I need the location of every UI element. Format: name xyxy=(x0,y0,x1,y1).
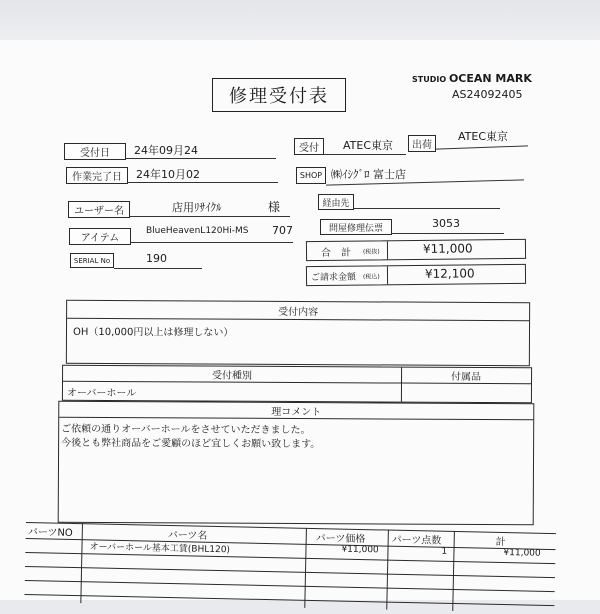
background-surface xyxy=(0,0,600,45)
comment-line-2: 今後とも弊社商品をご愛顧のほど宜しくお願い致します。 xyxy=(61,437,321,451)
reception-value: ATEC東京 xyxy=(343,139,394,152)
user-name-suffix: 様 xyxy=(268,200,281,214)
table-line xyxy=(24,594,554,606)
table-line xyxy=(386,530,389,610)
received-date-label: 受付日 xyxy=(64,143,126,160)
comment-line-1: ご依頼の通りオーバーホールをさせていただきました。 xyxy=(61,423,311,437)
serial-value: 190 xyxy=(146,252,167,265)
completion-date-label: 作業完了日 xyxy=(66,167,128,184)
table-line xyxy=(25,580,555,592)
underline xyxy=(354,208,500,209)
type-value: オーバーホール xyxy=(66,387,137,400)
comment-heading: 理コメント xyxy=(59,402,533,420)
billing-value: ¥12,100 xyxy=(424,266,475,281)
shipping-label: 出荷 xyxy=(408,135,436,152)
brand-small: STUDIO xyxy=(412,75,447,84)
underline xyxy=(130,216,290,217)
billing-box xyxy=(306,264,526,286)
shop-label: SHOP xyxy=(296,167,326,184)
parts-header-no: パーツNO xyxy=(27,527,73,539)
table-line xyxy=(25,552,555,564)
type-heading: 受付種別 xyxy=(63,366,401,384)
user-name-label: ユーザー名 xyxy=(68,201,130,218)
item-label: アイテム xyxy=(69,228,131,245)
parts-row-price: ¥11,000 xyxy=(341,544,379,556)
total-box xyxy=(306,239,526,261)
reception-label: 受付 xyxy=(294,138,324,155)
billing-label: ご請求金額 xyxy=(310,272,357,284)
document-number: AS24092405 xyxy=(452,88,523,101)
billing-note: (税込) xyxy=(362,273,380,281)
form-title: 修理受付表 xyxy=(212,78,346,112)
serial-label: SERIAL No xyxy=(70,253,114,268)
underline xyxy=(392,233,504,234)
underline xyxy=(128,182,278,183)
shipping-value: ATEC東京 xyxy=(458,130,509,143)
accessories-heading: 付属品 xyxy=(401,368,531,385)
divider xyxy=(401,368,402,402)
table-line xyxy=(304,528,307,608)
comment-section xyxy=(58,401,535,525)
parts-header-price: パーツ価格 xyxy=(315,533,366,546)
parts-header-qty: パーツ点数 xyxy=(391,534,442,547)
table-line xyxy=(452,531,455,611)
invoice-label: 問屋修理伝票 xyxy=(320,219,392,235)
divider xyxy=(387,266,388,284)
parts-row-name: オーバーホール基本工賃(BHL120) xyxy=(89,542,231,556)
table-line xyxy=(80,523,83,603)
shop-value: ㈱ｲｼｸﾞﾛ 富士店 xyxy=(331,168,406,181)
completion-date-value: 24年10月02 xyxy=(136,168,200,181)
type-section xyxy=(62,365,532,403)
total-value: ¥11,000 xyxy=(422,241,473,256)
underline xyxy=(114,268,202,269)
parts-header-name: パーツ名 xyxy=(167,529,208,542)
reception-heading: 受付内容 xyxy=(67,301,529,321)
underline xyxy=(126,158,276,159)
reception-content: OH（10,000円以上は修理しない） xyxy=(72,326,234,339)
brand-logo xyxy=(412,72,532,85)
table-line xyxy=(25,566,555,578)
user-name-value: 店用ﾘｻｲｸﾙ xyxy=(172,201,222,214)
total-label: 合 計 xyxy=(320,247,352,259)
underline xyxy=(324,154,406,155)
via-label: 経由先 xyxy=(318,194,354,210)
parts-header-total: 計 xyxy=(495,536,506,549)
item-name-value: BlueHeavenL120Hi-MS xyxy=(146,226,249,236)
divider xyxy=(387,241,388,259)
item-code-value: 707 xyxy=(272,224,293,237)
received-date-value: 24年09月24 xyxy=(134,144,198,157)
brand-big: OCEAN MARK xyxy=(448,72,532,85)
invoice-value: 3053 xyxy=(432,217,460,230)
total-note: (税抜) xyxy=(362,248,380,256)
underline xyxy=(131,242,293,243)
parts-row-total: ¥11,000 xyxy=(503,548,541,559)
reception-section xyxy=(66,300,530,366)
parts-row-qty: 1 xyxy=(441,546,448,557)
